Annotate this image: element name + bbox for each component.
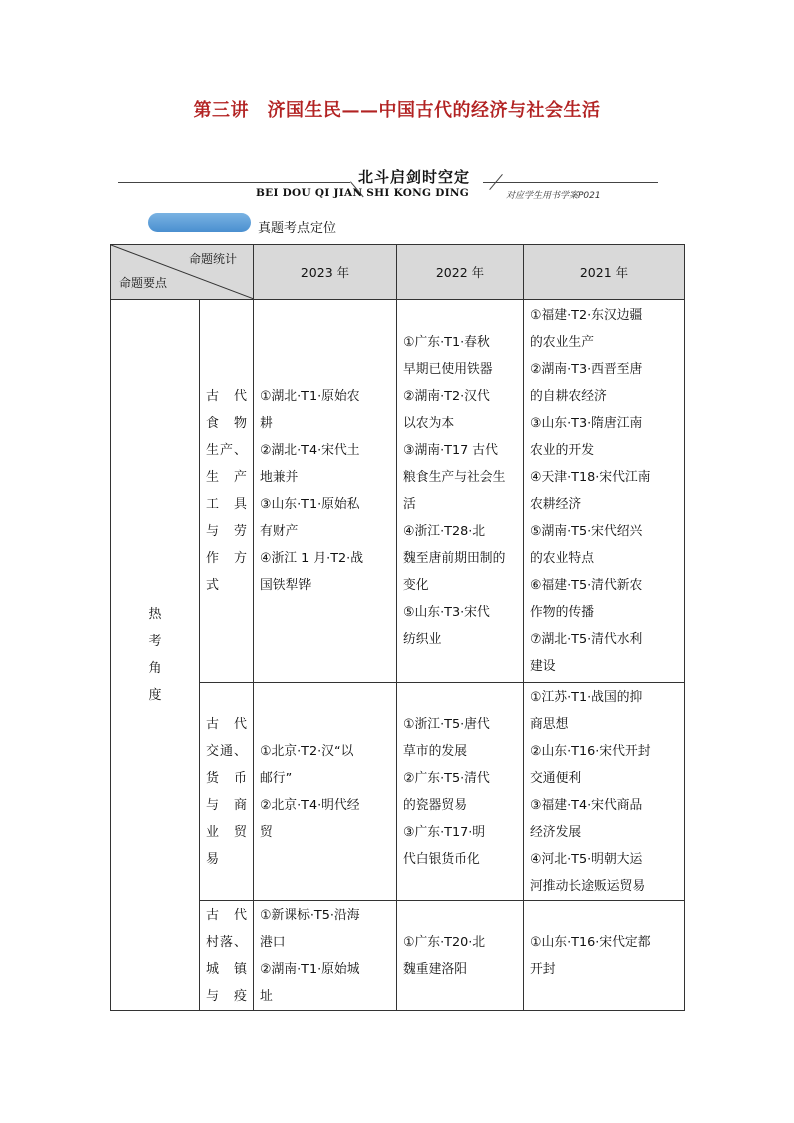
- cell-text-line: ③福建·T4·宋代商品: [530, 797, 643, 813]
- cell-text-line: ②山东·T16·宋代开封: [530, 743, 651, 759]
- cell-text-line: ②湖南·T3·西晋至唐: [530, 362, 643, 377]
- group-label: 热考角度: [148, 607, 162, 703]
- cell-text-line: ⑥福建·T5·清代新农: [530, 578, 643, 593]
- cell-text-line: ①广东·T20·北: [403, 934, 486, 950]
- cell-text-line: ③广东·T17·明: [403, 824, 486, 840]
- cell-text-line: 货 币: [206, 770, 247, 786]
- cell-2021: [524, 683, 685, 901]
- cell-text-line: 农耕经济: [530, 497, 582, 512]
- cell-text-line: 有财产: [260, 524, 299, 539]
- cell-text-line: ①广东·T1·春秋: [403, 335, 490, 350]
- cell-text-line: 魏重建洛阳: [403, 961, 467, 977]
- page-title: 第三讲 济国生民——中国古代的经济与社会生活: [193, 100, 601, 121]
- section-label: 真题考点定位: [258, 221, 337, 236]
- cell-text-line: 纺织业: [403, 632, 442, 647]
- cell-text-line: ②湖南·T2·汉代: [403, 389, 490, 404]
- cell-text-line: 的农业特点: [530, 551, 594, 566]
- exam-table: [110, 244, 685, 1011]
- cell-text-line: 的瓷器贸易: [403, 797, 467, 813]
- year-header-2022: 2022 年: [397, 245, 524, 300]
- group-label-cell: [111, 300, 200, 1011]
- category-cell: [200, 901, 254, 1011]
- cell-text-line: 国铁犁铧: [260, 578, 312, 593]
- cell-2022: [397, 300, 524, 683]
- year-header-2023: 2023 年: [254, 245, 397, 300]
- cell-text-line: 港口: [260, 934, 286, 950]
- cell-text-line: ①新课标·T5·沿海: [260, 907, 360, 923]
- cell-text-line: 食 物: [206, 416, 247, 431]
- cell-text-line: 早期已使用铁器: [403, 362, 493, 377]
- cell-text-line: 粮食生产与社会生: [403, 470, 506, 485]
- cell-text-line: ①湖北·T1·原始农: [260, 389, 360, 404]
- cell-text-line: 贸: [260, 824, 273, 840]
- category-cell: [200, 300, 254, 683]
- cell-text-line: ⑤湖南·T5·宋代绍兴: [530, 524, 643, 539]
- cell-text-line: 古 代: [206, 716, 247, 732]
- cell-text-line: ③山东·T3·隋唐江南: [530, 416, 643, 431]
- cell-text-line: 耕: [260, 416, 273, 431]
- banner-pinyin: BEI DOU QI JIAN SHI KONG DING: [256, 187, 470, 199]
- cell-text-line: ②湖南·T1·原始城: [260, 961, 360, 977]
- cell-text-line: 作 方: [206, 551, 247, 566]
- cell-text-line: 活: [403, 497, 416, 512]
- cell-text-line: 代白银货币化: [403, 851, 480, 867]
- cell-text-line: 生产、: [206, 443, 247, 458]
- cell-2023: [254, 300, 397, 683]
- cell-text-line: ②广东·T5·清代: [403, 770, 490, 786]
- cell-text-line: 村落、: [206, 934, 247, 950]
- cell-text-line: 地兼并: [260, 470, 299, 485]
- cell-text-line: 魏至唐前期田制的: [403, 551, 506, 566]
- cell-text-line: ①江苏·T1·战国的抑: [530, 689, 643, 705]
- cell-text-line: 开封: [530, 961, 556, 977]
- cell-text-line: 河推动长途贩运贸易: [530, 878, 646, 894]
- cell-text-line: ①北京·T2·汉“以: [260, 743, 354, 759]
- cell-text-line: ④河北·T5·明朝大运: [530, 851, 643, 867]
- cell-text-line: 式: [206, 578, 220, 593]
- cell-text-line: 的农业生产: [530, 335, 594, 350]
- cell-text-line: 经济发展: [530, 824, 582, 840]
- cell-text-line: 草市的发展: [403, 743, 467, 759]
- cell-text-line: 农业的开发: [530, 443, 594, 458]
- header-top-label: 命题统计: [188, 252, 237, 266]
- table-row: [111, 300, 685, 683]
- cell-text-line: 业 贸: [206, 824, 247, 840]
- cell-text-line: ③湖南·T17 古代: [403, 443, 498, 458]
- header-diagonal-cell: [111, 245, 254, 300]
- cell-text-line: 变化: [403, 578, 429, 593]
- header-bottom-label: 命题要点: [119, 276, 168, 290]
- cell-2022: [397, 901, 524, 1011]
- cell-text-line: 与 商: [206, 797, 247, 813]
- banner-rule-right: [483, 182, 658, 183]
- cell-2021: [524, 901, 685, 1011]
- cell-text-line: 作物的传播: [530, 605, 594, 620]
- section-banner: [118, 160, 658, 210]
- cell-text-line: 生 产: [206, 470, 247, 485]
- cell-text-line: ①山东·T16·宋代定都: [530, 934, 651, 950]
- cell-text-line: 邮行”: [260, 770, 293, 786]
- cell-text-line: 工 具: [206, 497, 247, 512]
- cell-text-line: ④天津·T18·宋代江南: [530, 470, 651, 485]
- year-header-2021: 2021 年: [524, 245, 685, 300]
- cell-text-line: ①浙江·T5·唐代: [403, 716, 490, 732]
- banner-title: 北斗启剑时空定: [358, 168, 471, 186]
- cell-2023: [254, 683, 397, 901]
- cell-2021: [524, 300, 685, 683]
- cell-text-line: 建设: [530, 659, 556, 674]
- cell-text-line: 的自耕农经济: [530, 389, 607, 404]
- cell-text-line: 交通便利: [530, 770, 582, 786]
- cell-text-line: 交通、: [206, 743, 247, 759]
- cell-text-line: ①福建·T2·东汉边疆: [530, 308, 643, 323]
- category-cell: [200, 683, 254, 901]
- cell-text-line: ②北京·T4·明代经: [260, 797, 360, 813]
- cell-text-line: 城 镇: [206, 961, 247, 977]
- cell-text-line: 古 代: [206, 389, 247, 404]
- cell-text-line: 古 代: [206, 907, 247, 923]
- cell-text-line: ③山东·T1·原始私: [260, 497, 360, 512]
- cell-text-line: ⑦湖北·T5·清代水利: [530, 632, 643, 647]
- section-pill-decoration: [148, 213, 251, 232]
- cell-text-line: ②湖北·T4·宋代土: [260, 443, 360, 458]
- table-header-row: [111, 245, 685, 300]
- cell-text-line: 与 疫: [206, 988, 247, 1004]
- cell-text-line: ④浙江 1 月·T2·战: [260, 551, 364, 566]
- cell-text-line: 与 劳: [206, 524, 247, 539]
- cell-text-line: 商思想: [530, 716, 569, 732]
- banner-rule-left: [118, 182, 350, 183]
- cell-text-line: 址: [260, 988, 273, 1004]
- banner-reference: 对应学生用书学案P021: [506, 191, 601, 201]
- cell-2022: [397, 683, 524, 901]
- cell-text-line: 易: [206, 851, 220, 867]
- cell-text-line: ④浙江·T28·北: [403, 524, 486, 539]
- cell-text-line: ⑤山东·T3·宋代: [403, 605, 490, 620]
- cell-2023: [254, 901, 397, 1011]
- cell-text-line: 以农为本: [403, 416, 455, 431]
